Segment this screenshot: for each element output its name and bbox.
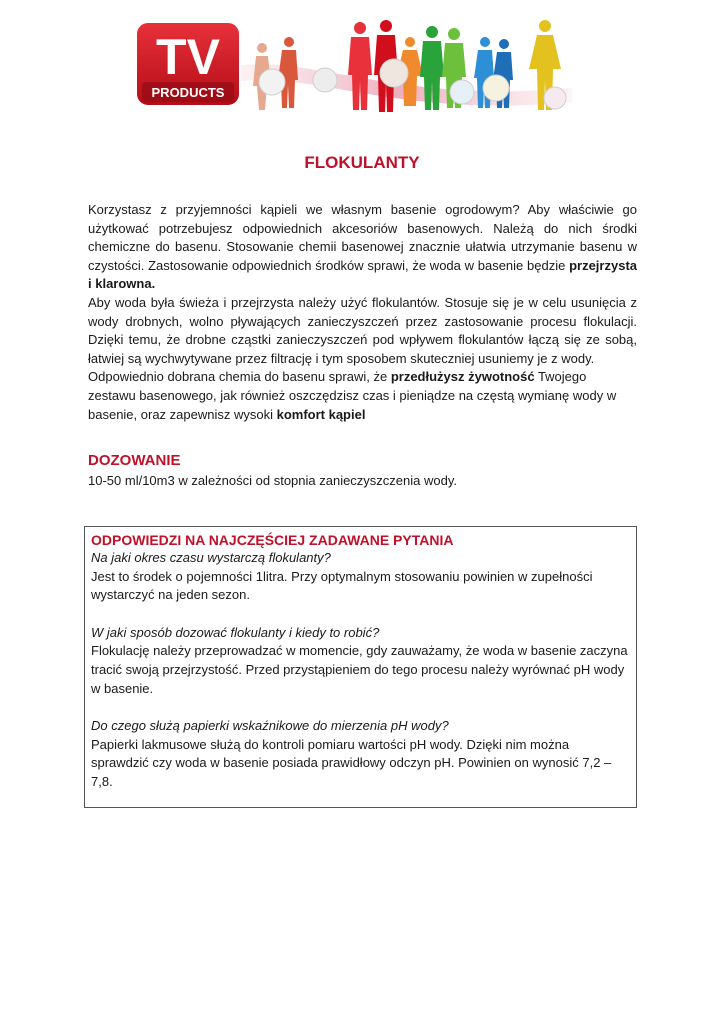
- faq-heading: ODPOWIEDZI NA NAJCZĘŚCIEJ ZADAWANE PYTANIA: [91, 532, 454, 548]
- faq-answer-1: Jest to środek o pojemności 1litra. Przy optymalnym stosowaniu powinien w zupełności wystarczyć na jeden sezon.: [91, 568, 593, 603]
- intro-p3-text-b: Twojego zestawu basenowego, jak również oszczędzisz czas i pieniądze na częstą wymianę wody w basenie, oraz zapewnisz wysoki: [88, 369, 617, 422]
- intro-p3-bold-b: komfort kąpiel: [276, 406, 366, 422]
- intro-p1-bold: przejrzysta i klarowna.: [88, 257, 637, 292]
- logo-sub-text: PRODUCTS: [151, 85, 225, 100]
- intro-paragraph-3: [88, 368, 637, 424]
- logo-main-text: TV: [156, 29, 220, 85]
- person-icon-3: [348, 22, 372, 110]
- faq-question-1: Na jaki okres czasu wystarczą flokulanty?: [91, 550, 331, 565]
- header-banner: [132, 10, 577, 120]
- product-bubble-5: [483, 75, 509, 101]
- faq-box: [84, 526, 637, 808]
- faq-question-3: Do czego służą papierki wskaźnikowe do mierzenia pH wody?: [91, 718, 449, 734]
- product-bubble-3: [380, 59, 408, 87]
- intro-paragraph-1: [88, 201, 637, 294]
- product-bubble-2: [313, 68, 337, 92]
- tv-products-logo: [136, 22, 240, 106]
- product-bubble-4: [450, 80, 474, 104]
- dosing-text: 10-50 ml/10m3 w zależności od stopnia zanieczyszczenia wody.: [88, 473, 457, 488]
- faq-answer-2: Flokulację należy przeprowadzać w momencie, gdy zauważamy, że woda w basenie zaczyna tracić swoją przejrzystość. Przed przystąpieniem do tego procesu należy wyrównać pH wody w basenie.: [91, 643, 628, 696]
- faq-answer-3: Papierki lakmusowe służą do kontroli pomiaru wartości pH wody. Dzięki nim można sprawdzić czy woda w basenie posiada prawidłowy odczyn pH. Powinien on wynosić 7,2 – 7,8.: [91, 736, 612, 789]
- dosing-heading: DOZOWANIE: [88, 452, 181, 469]
- intro-paragraph-2: Aby woda była świeża i przejrzysta należy użyć flokulantów. Stosuje się je w celu usunięcia z wody drobnych, wolno pływających zanieczyszczeń przez zastosowanie procesu flokulacji. Dzięki temu, że drobne cząstki zanieczyszczeń pod wpływem flokulantów łączą się ze sobą, łatwiej są wychwytywane przez filtrację i tym sposobem skuteczniej usuniemy je z wody.: [88, 294, 637, 366]
- product-bubble-1: [259, 69, 285, 95]
- product-bubble-6: [544, 87, 566, 109]
- intro-p3-text-a: Odpowiednio dobrana chemia do basenu sprawi, że: [88, 369, 391, 385]
- page-title: FLOKULANTY: [304, 153, 420, 172]
- intro-p3-bold-a: przedłużysz żywotność: [390, 369, 535, 385]
- faq-question-2: W jaki sposób dozować flokulanty i kiedy to robić?: [91, 624, 380, 640]
- intro-p1-text: Korzystasz z przyjemności kąpieli we własnym basenie ogrodowym? Aby właściwie go użytkować potrzebujesz odpowiednich akcesoriów basenowych. Należą do nich środki chemiczne do basenu. Stosowanie chemii basenowej znacznie ułatwia utrzymanie basenu w czystości. Zastosowanie odpowiednich środków sprawi, że woda w basenie będzie: [88, 202, 637, 273]
- intro-section: [88, 201, 637, 424]
